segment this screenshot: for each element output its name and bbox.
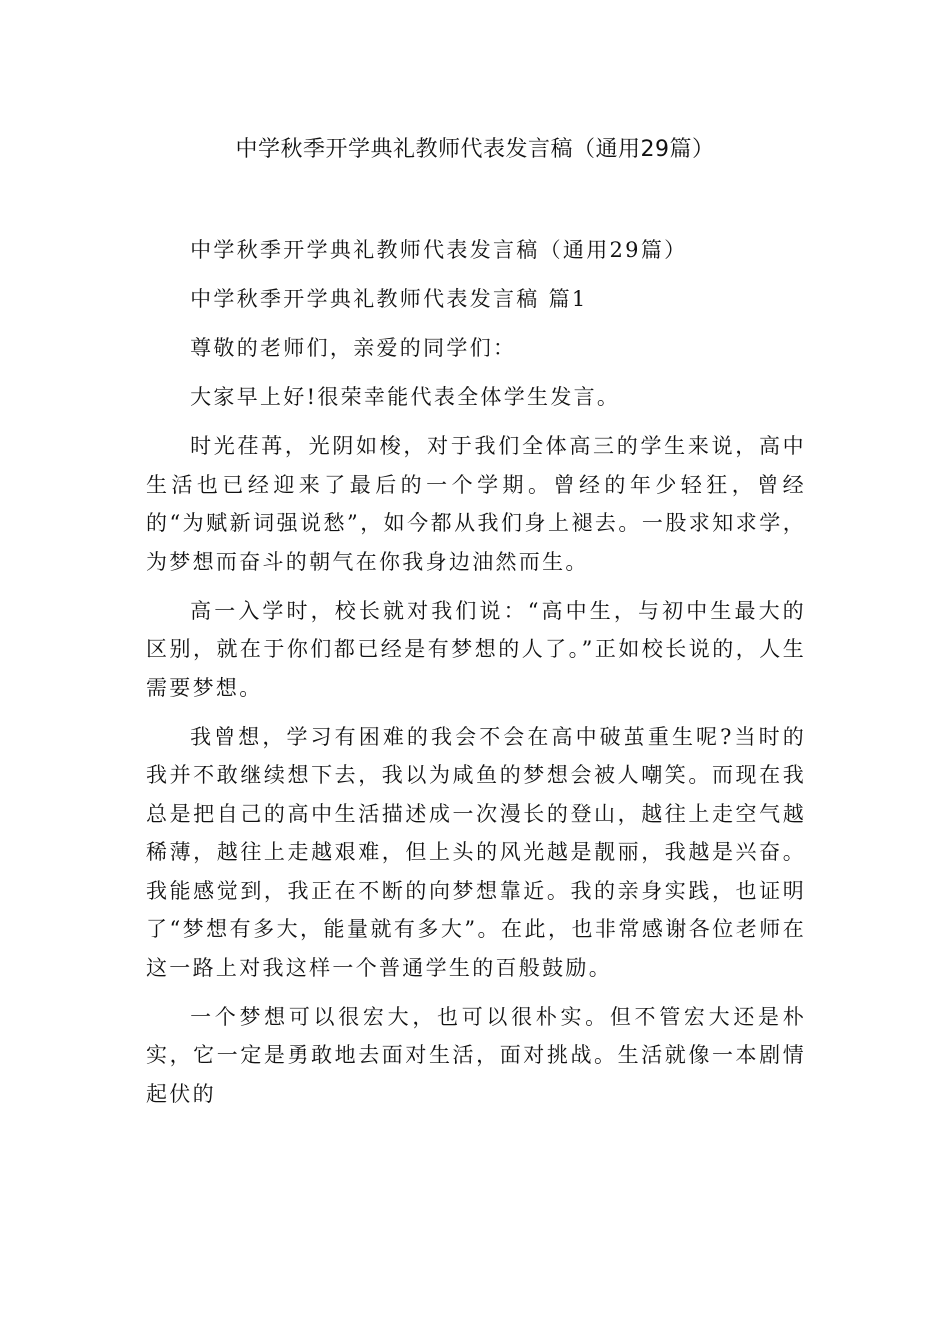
paragraph-body: 高一入学时，校长就对我们说：“高中生，与初中生最大的区别，就在于你们都已经是有梦想的人了。”正如校长说的，人生需要梦想。 [146, 598, 806, 700]
paragraph-body: 一个梦想可以很宏大，也可以很朴实。但不管宏大还是朴实，它一定是勇敢地去面对生活，面对挑战。生活就像一本剧情起伏的 [146, 1004, 806, 1106]
paragraph-body: 我曾想，学习有困难的我会不会在高中破茧重生呢?当时的我并不敢继续想下去，我以为咸鱼的梦想会被人嘲笑。而现在我总是把自己的高中生活描述成一次漫长的登山，越往上走空气越稀薄，越往上走越艰难，但上头的风光越是靓丽，我越是兴奋。我能感觉到，我正在不断的向梦想靠近。我的亲身实践，也证明了“梦想有多大，能量就有多大”。在此，也非常感谢各位老师在这一路上对我这样一个普通学生的百般鼓励。 [146, 724, 806, 980]
paragraph-salutation: 尊敬的老师们，亲爱的同学们： [190, 336, 517, 360]
paragraph-subtitle: 中学秋季开学典礼教师代表发言稿（通用29篇） [190, 238, 688, 262]
document-body [146, 231, 806, 1124]
paragraph-section-heading: 中学秋季开学典礼教师代表发言稿 篇1 [190, 287, 588, 311]
paragraph-greeting: 大家早上好!很荣幸能代表全体学生发言。 [190, 385, 621, 409]
paragraph-body: 时光荏苒，光阴如梭，对于我们全体高三的学生来说，高中生活也已经迎来了最后的一个学期。曾经的年少轻狂，曾经的“为赋新词强说愁”，如今都从我们身上褪去。一股求知求学，为梦想而奋斗的朝气在你我身边油然而生。 [146, 434, 806, 574]
document-title: 中学秋季开学典礼教师代表发言稿（通用29篇） [235, 137, 715, 162]
